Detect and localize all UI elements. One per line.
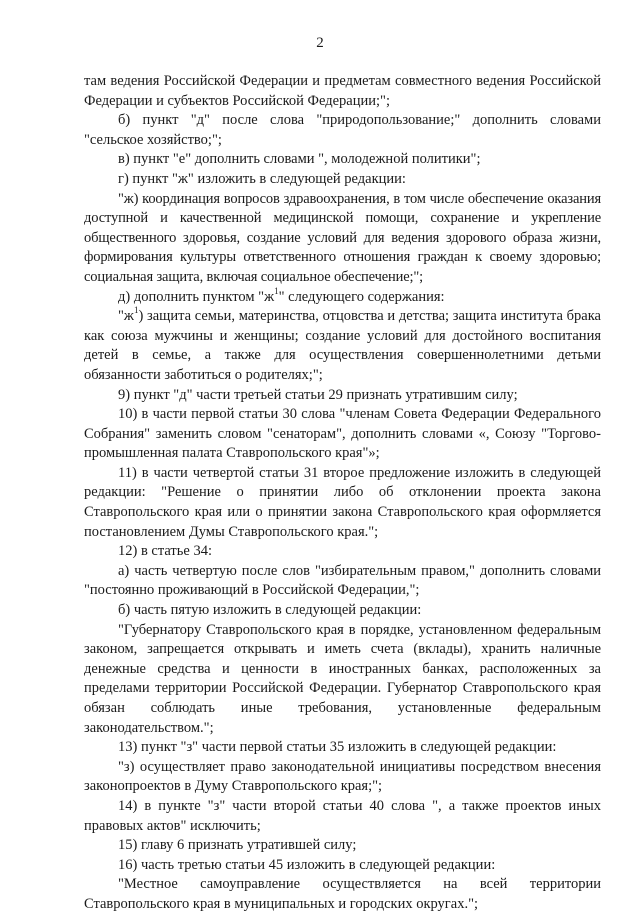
- paragraph-15: [84, 738, 601, 758]
- paragraph-1: [84, 72, 601, 111]
- paragraph-8: [84, 386, 601, 406]
- paragraph-text: там ведения Российской Федерации и предметам совместного ведения Российской Федерации и субъектов Российской Федерации;";: [84, 73, 601, 109]
- paragraph-text: 9) пункт "д" части третьей статьи 29 признать утратившим силу;: [118, 386, 518, 403]
- document-body: [84, 72, 601, 915]
- paragraph-19: [84, 856, 601, 876]
- paragraph-text: 12) в статье 34:: [118, 543, 212, 560]
- paragraph-6: [84, 285, 601, 308]
- paragraph-12: [84, 562, 601, 601]
- page-number: 2: [316, 35, 324, 51]
- paragraph-16: [84, 758, 601, 797]
- paragraph-9: [84, 405, 601, 464]
- paragraph-text: 11) в части четвертой статьи 31 второе предложение изложить в следующей редакции: "Решение о принятии либо об отклонении проекта закона Ставропольского края или о принятии закона Ставропольского края оформляется постановлением Думы Ставропольского края.";: [84, 464, 601, 540]
- paragraph-text: б) часть пятую изложить в следующей редакции:: [118, 602, 422, 619]
- paragraph-18: [84, 836, 601, 856]
- paragraph-text: "з) осуществляет право законодательной инициативы посредством внесения законопроектов в Думу Ставропольского края;";: [84, 758, 601, 795]
- superscript: 1: [133, 305, 139, 316]
- paragraph-text: 14) в пункте "з" части второй статьи 40 слова ", а также проектов иных правовых актов" исключить;: [84, 797, 601, 834]
- superscript: 1: [274, 285, 279, 296]
- paragraph-11: [84, 542, 601, 562]
- paragraph-text: " следующего содержания:: [278, 288, 445, 305]
- paragraph-text: "Губернатору Ставропольского края в порядке, установленном федеральным законом, запрещается открывать и иметь счета (вклады), хранить наличные денежные средства и ценности в иностранных банках, расположенных за пределами территории Российской Федерации. Губернатор Ставропольского края обязан соблюдать иные требования, установленные федеральным законодательством.";: [84, 621, 601, 736]
- paragraph-text: г) пункт "ж" изложить в следующей редакции:: [118, 170, 406, 187]
- paragraph-5: [84, 190, 601, 288]
- paragraph-text: "ж) координация вопросов здравоохранения, в том числе обеспечение оказания доступной и качественной медицинской помощи, сохранение и укрепление общественного здоровья, создание условий для ведения здорового образа жизни, формирования культуры ответственного отношения граждан к своему здоровью; социальная защита, включая социальное обеспечение;";: [84, 190, 601, 285]
- paragraph-text: а) часть четвертую после слов "избирательным правом," дополнить словами "постоянно проживающий в Российской Федерации,";: [84, 562, 601, 599]
- paragraph-14: [84, 621, 601, 739]
- paragraph-text: 15) главу 6 признать утратившей силу;: [118, 837, 357, 854]
- paragraph-3: [84, 150, 601, 170]
- paragraph-text: 16) часть третью статьи 45 изложить в следующей редакции:: [118, 856, 496, 873]
- paragraph-2: [84, 111, 601, 150]
- paragraph-7: [84, 307, 601, 385]
- paragraph-text: в) пункт "е" дополнить словами ", молодежной политики";: [118, 151, 481, 168]
- paragraph-text: 10) в части первой статьи 30 слова "членам Совета Федерации Федерального Собрания" заменить словом "сенаторам", дополнить словами «, Союзу "Торгово-промышленная палата Ставропольского края"»;: [84, 406, 601, 462]
- paragraph-text: "Местное самоуправление осуществляется на всей территории Ставропольского края в муниципальных и городских округах.";: [84, 876, 601, 912]
- paragraph-13: [84, 601, 601, 621]
- paragraph-text: д) дополнить пунктом "ж: [118, 288, 275, 305]
- paragraph-17: [84, 797, 601, 836]
- paragraph-text: б) пункт "д" после слова "природопользование;" дополнить словами "сельское хозяйство;";: [84, 112, 601, 148]
- paragraph-text: 13) пункт "з" части первой статьи 35 изложить в следующей редакции:: [118, 739, 557, 756]
- paragraph-4: [84, 170, 601, 190]
- paragraph-text: ) защита семьи, материнства, отцовства и детства; защита института брака как союза мужчины и женщины; создание условий для достойного воспитания детей в семье, а также для осуществления совершеннолетними детьми обязанности заботиться о родителях;";: [84, 308, 601, 383]
- paragraph-20: [84, 875, 601, 914]
- paragraph-text: "ж: [118, 308, 134, 325]
- paragraph-10: [84, 464, 601, 542]
